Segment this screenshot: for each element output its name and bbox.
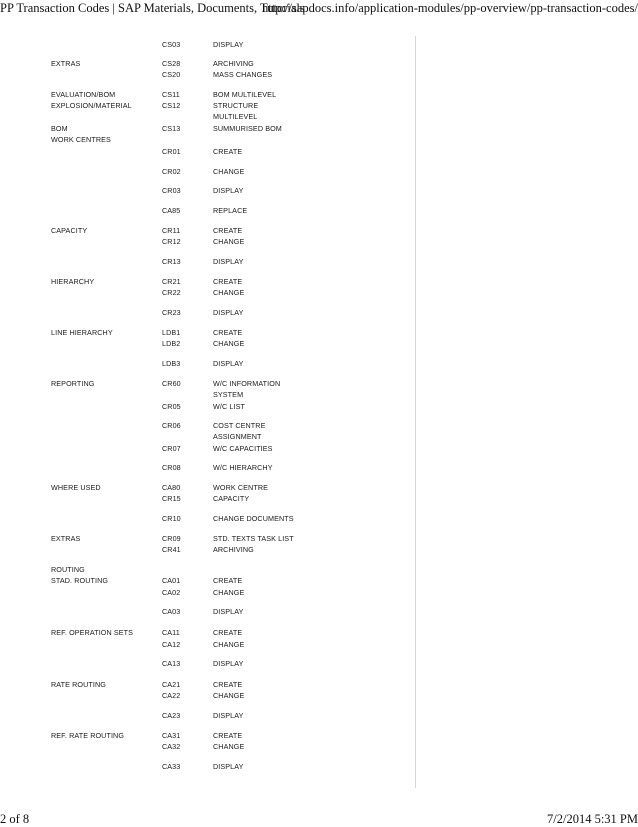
transaction-description: CHANGE [213,288,245,297]
transaction-description: DISPLAY [213,659,244,668]
column-divider [415,36,416,788]
transaction-description: CREATE [213,680,243,689]
transaction-code: CA22 [162,691,181,700]
print-datetime: 7/2/2014 5:31 PM [547,812,638,826]
transaction-code: CA32 [162,742,181,751]
page-header-url[interactable]: http://sapdocs.info/application-modules/pp-overview/pp-transaction-codes/ [262,1,638,15]
row-group-label: EXTRAS [51,534,81,543]
transaction-description: DISPLAY [213,186,244,195]
transaction-description: CHANGE [213,339,245,348]
transaction-code: CS13 [162,124,181,133]
transaction-description: W/C LIST [213,402,245,411]
transaction-code: CS28 [162,59,181,68]
transaction-code: CR21 [162,277,181,286]
transaction-description: REPLACE [213,206,248,215]
transaction-description: CREATE [213,576,243,585]
transaction-code: CR41 [162,545,181,554]
row-group-label: HIERARCHY [51,277,95,286]
transaction-description: SYSTEM [213,390,244,399]
transaction-description: CHANGE [213,588,245,597]
row-group-label: CAPACITY [51,226,88,235]
transaction-code: CR10 [162,514,181,523]
row-group-label: WORK CENTRES [51,135,111,144]
transaction-description: W/C HIERARCHY [213,463,273,472]
row-group-label: RATE ROUTING [51,680,106,689]
row-group-label: EXPLOSION/MATERIAL [51,101,132,110]
transaction-code: CS03 [162,40,181,49]
transaction-code: LDB2 [162,339,181,348]
transaction-code: CA21 [162,680,181,689]
transaction-description: DISPLAY [213,308,244,317]
transaction-code: CR02 [162,167,181,176]
transaction-code: CR13 [162,257,181,266]
transaction-code: CA12 [162,640,181,649]
transaction-code: CA13 [162,659,181,668]
transaction-description: MASS CHANGES [213,70,273,79]
transaction-description: CHANGE [213,691,245,700]
transaction-description: DISPLAY [213,762,244,771]
page-number: 2 of 8 [0,812,30,826]
transaction-description: MULTILEVEL [213,112,258,121]
transaction-description: BOM MULTILEVEL [213,90,277,99]
transaction-code: CR22 [162,288,181,297]
transaction-code: CA11 [162,628,180,637]
transaction-description: DISPLAY [213,607,244,616]
transaction-code: CS12 [162,101,181,110]
transaction-code: CA01 [162,576,181,585]
transaction-description: ARCHIVING [213,545,254,554]
page-header-title: PP Transaction Codes | SAP Materials, Documents, Tutorials [0,1,305,15]
transaction-description: CREATE [213,226,243,235]
transaction-description: DISPLAY [213,359,244,368]
row-group-label: ROUTING [51,565,85,574]
transaction-code: CR06 [162,421,181,430]
transaction-code: CA02 [162,588,181,597]
transaction-description: COST CENTRE [213,421,266,430]
transaction-description: CHANGE [213,640,245,649]
transaction-description: CHANGE [213,742,245,751]
row-group-label: BOM [51,124,68,133]
transaction-code: CR05 [162,402,181,411]
transaction-description: SUMMURISED BOM [213,124,282,133]
transaction-code: CS20 [162,70,181,79]
transaction-code: CR12 [162,237,181,246]
transaction-description: ARCHIVING [213,59,254,68]
transaction-code: CR01 [162,147,181,156]
transaction-description: CHANGE [213,237,245,246]
row-group-label: REF. RATE ROUTING [51,731,125,740]
transaction-code: CA80 [162,483,181,492]
transaction-code: LDB1 [162,328,181,337]
transaction-description: DISPLAY [213,40,244,49]
transaction-description: CREATE [213,628,243,637]
transaction-code: CR07 [162,444,181,453]
transaction-code: CR08 [162,463,181,472]
transaction-description: CREATE [213,147,243,156]
transaction-code: CA31 [162,731,181,740]
transaction-description: DISPLAY [213,257,244,266]
row-group-label: EVALUATION/BOM [51,90,116,99]
row-group-label: WHERE USED [51,483,101,492]
transaction-description: WORK CENTRE [213,483,269,492]
transaction-code: CR23 [162,308,181,317]
transaction-code: CR15 [162,494,181,503]
transaction-description: DISPLAY [213,711,244,720]
transaction-description: ASSIGNMENT [213,432,262,441]
transaction-code: CA03 [162,607,181,616]
transaction-code: CR09 [162,534,181,543]
transaction-description: STRUCTURE [213,101,259,110]
row-group-label: STAD. ROUTING [51,576,109,585]
row-group-label: EXTRAS [51,59,81,68]
transaction-code: CA85 [162,206,181,215]
transaction-description: W/C CAPACITIES [213,444,273,453]
transaction-description: STD. TEXTS TASK LIST [213,534,294,543]
row-group-label: REPORTING [51,379,95,388]
transaction-description: CHANGE DOCUMENTS [213,514,294,523]
transaction-code: CR60 [162,379,181,388]
row-group-label: LINE HIERARCHY [51,328,113,337]
transaction-code: CS11 [162,90,180,99]
transaction-code: CR11 [162,226,181,235]
transaction-description: CREATE [213,731,243,740]
transaction-description: CREATE [213,277,243,286]
transaction-code: LDB3 [162,359,181,368]
transaction-description: CAPACITY [213,494,250,503]
transaction-code: CA23 [162,711,181,720]
transaction-description: CREATE [213,328,243,337]
transaction-description: CHANGE [213,167,245,176]
row-group-label: REF. OPERATION SETS [51,628,134,637]
transaction-code: CA33 [162,762,181,771]
transaction-description: W/C INFORMATION [213,379,281,388]
transaction-code: CR03 [162,186,181,195]
